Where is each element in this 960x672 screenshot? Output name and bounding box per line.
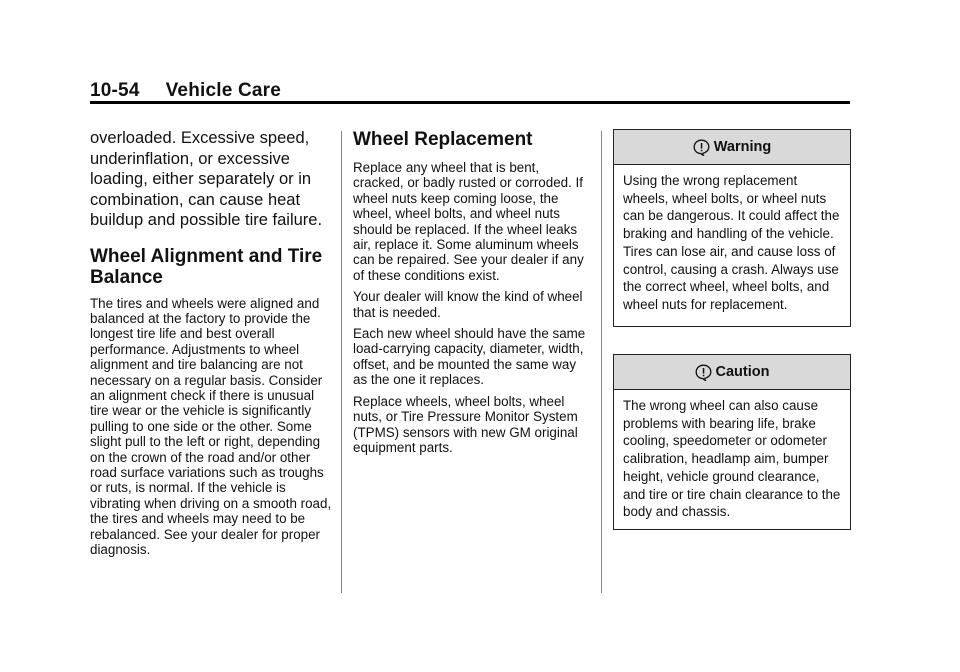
warning-box — [613, 129, 851, 327]
continued-paragraph: overloaded. Excessive speed, underinflation, or excessive loading, either separately or in combination, can cause heat buildup and possible tire failure. — [90, 129, 323, 229]
warning-text: Using the wrong replacement wheels, wheel bolts, or wheel nuts can be dangerous. It could affect the braking and handling of the vehicle. Tires can lose air, and cause loss of control, causing a crash. Always use the correct wheel, wheel bolts, and wheel nuts for replacement. — [623, 173, 840, 312]
alignment-paragraph: The tires and wheels were aligned and balanced at the factory to provide the longest tire life and best overall performance. Adjustments to wheel alignment and tire balancing are not necessary on a regular basis. Consider an alignment check if there is unusual tire wear or the vehicle is significantly pulling to one side or the other. Some slight pull to the left or right, depending on the crown of the road and/or other road surface variations such as troughs or ruts, is normal. If the vehicle is vibrating when driving on a smooth road, the tires and wheels may need to be rebalanced. See your dealer for proper diagnosis. — [90, 295, 332, 557]
replacement-paragraph-4: Replace wheels, wheel bolts, wheel nuts, or Tire Pressure Monitor System (TPMS) sensors with new GM original equipment parts. — [353, 393, 578, 455]
warning-icon — [693, 139, 710, 156]
warning-title: Warning — [713, 139, 772, 155]
page-header — [90, 80, 281, 102]
column-divider-1 — [341, 131, 342, 593]
column-middle — [353, 128, 593, 461]
caution-header — [614, 355, 850, 390]
section-title: Vehicle Care — [165, 80, 282, 101]
caution-icon — [695, 364, 712, 381]
caution-box — [613, 354, 851, 530]
caution-title: Caution — [715, 364, 770, 380]
replacement-paragraph-1: Replace any wheel that is bent, cracked, or badly rusted or corroded. If wheel nuts keep coming loose, the wheel, wheel bolts, and wheel nuts should be replaced. If the wheel leaks air, replace it. Some aluminum wheels can be repaired. See your dealer if any of these conditions exist. — [353, 160, 584, 283]
replacement-paragraph-2: Your dealer will know the kind of wheel that is needed. — [353, 289, 583, 320]
column-left — [90, 128, 332, 563]
header-rule — [90, 101, 850, 104]
section-heading-replacement: Wheel Replacement — [353, 129, 533, 150]
warning-header — [614, 130, 850, 165]
page-number: 10-54 — [90, 80, 140, 101]
replacement-paragraph-3: Each new wheel should have the same load-carrying capacity, diameter, width, offset, and be mounted the same way as the one it replaces. — [353, 326, 586, 388]
section-heading-alignment: Wheel Alignment and Tire Balance — [90, 245, 323, 288]
caution-text: The wrong wheel can also cause problems with bearing life, brake cooling, speedometer or odometer calibration, headlamp aim, bumper height, vehicle ground clearance, and tire or tire chain clearance to the body and chassis. — [623, 398, 841, 520]
column-right — [613, 129, 851, 530]
column-divider-2 — [601, 131, 602, 593]
